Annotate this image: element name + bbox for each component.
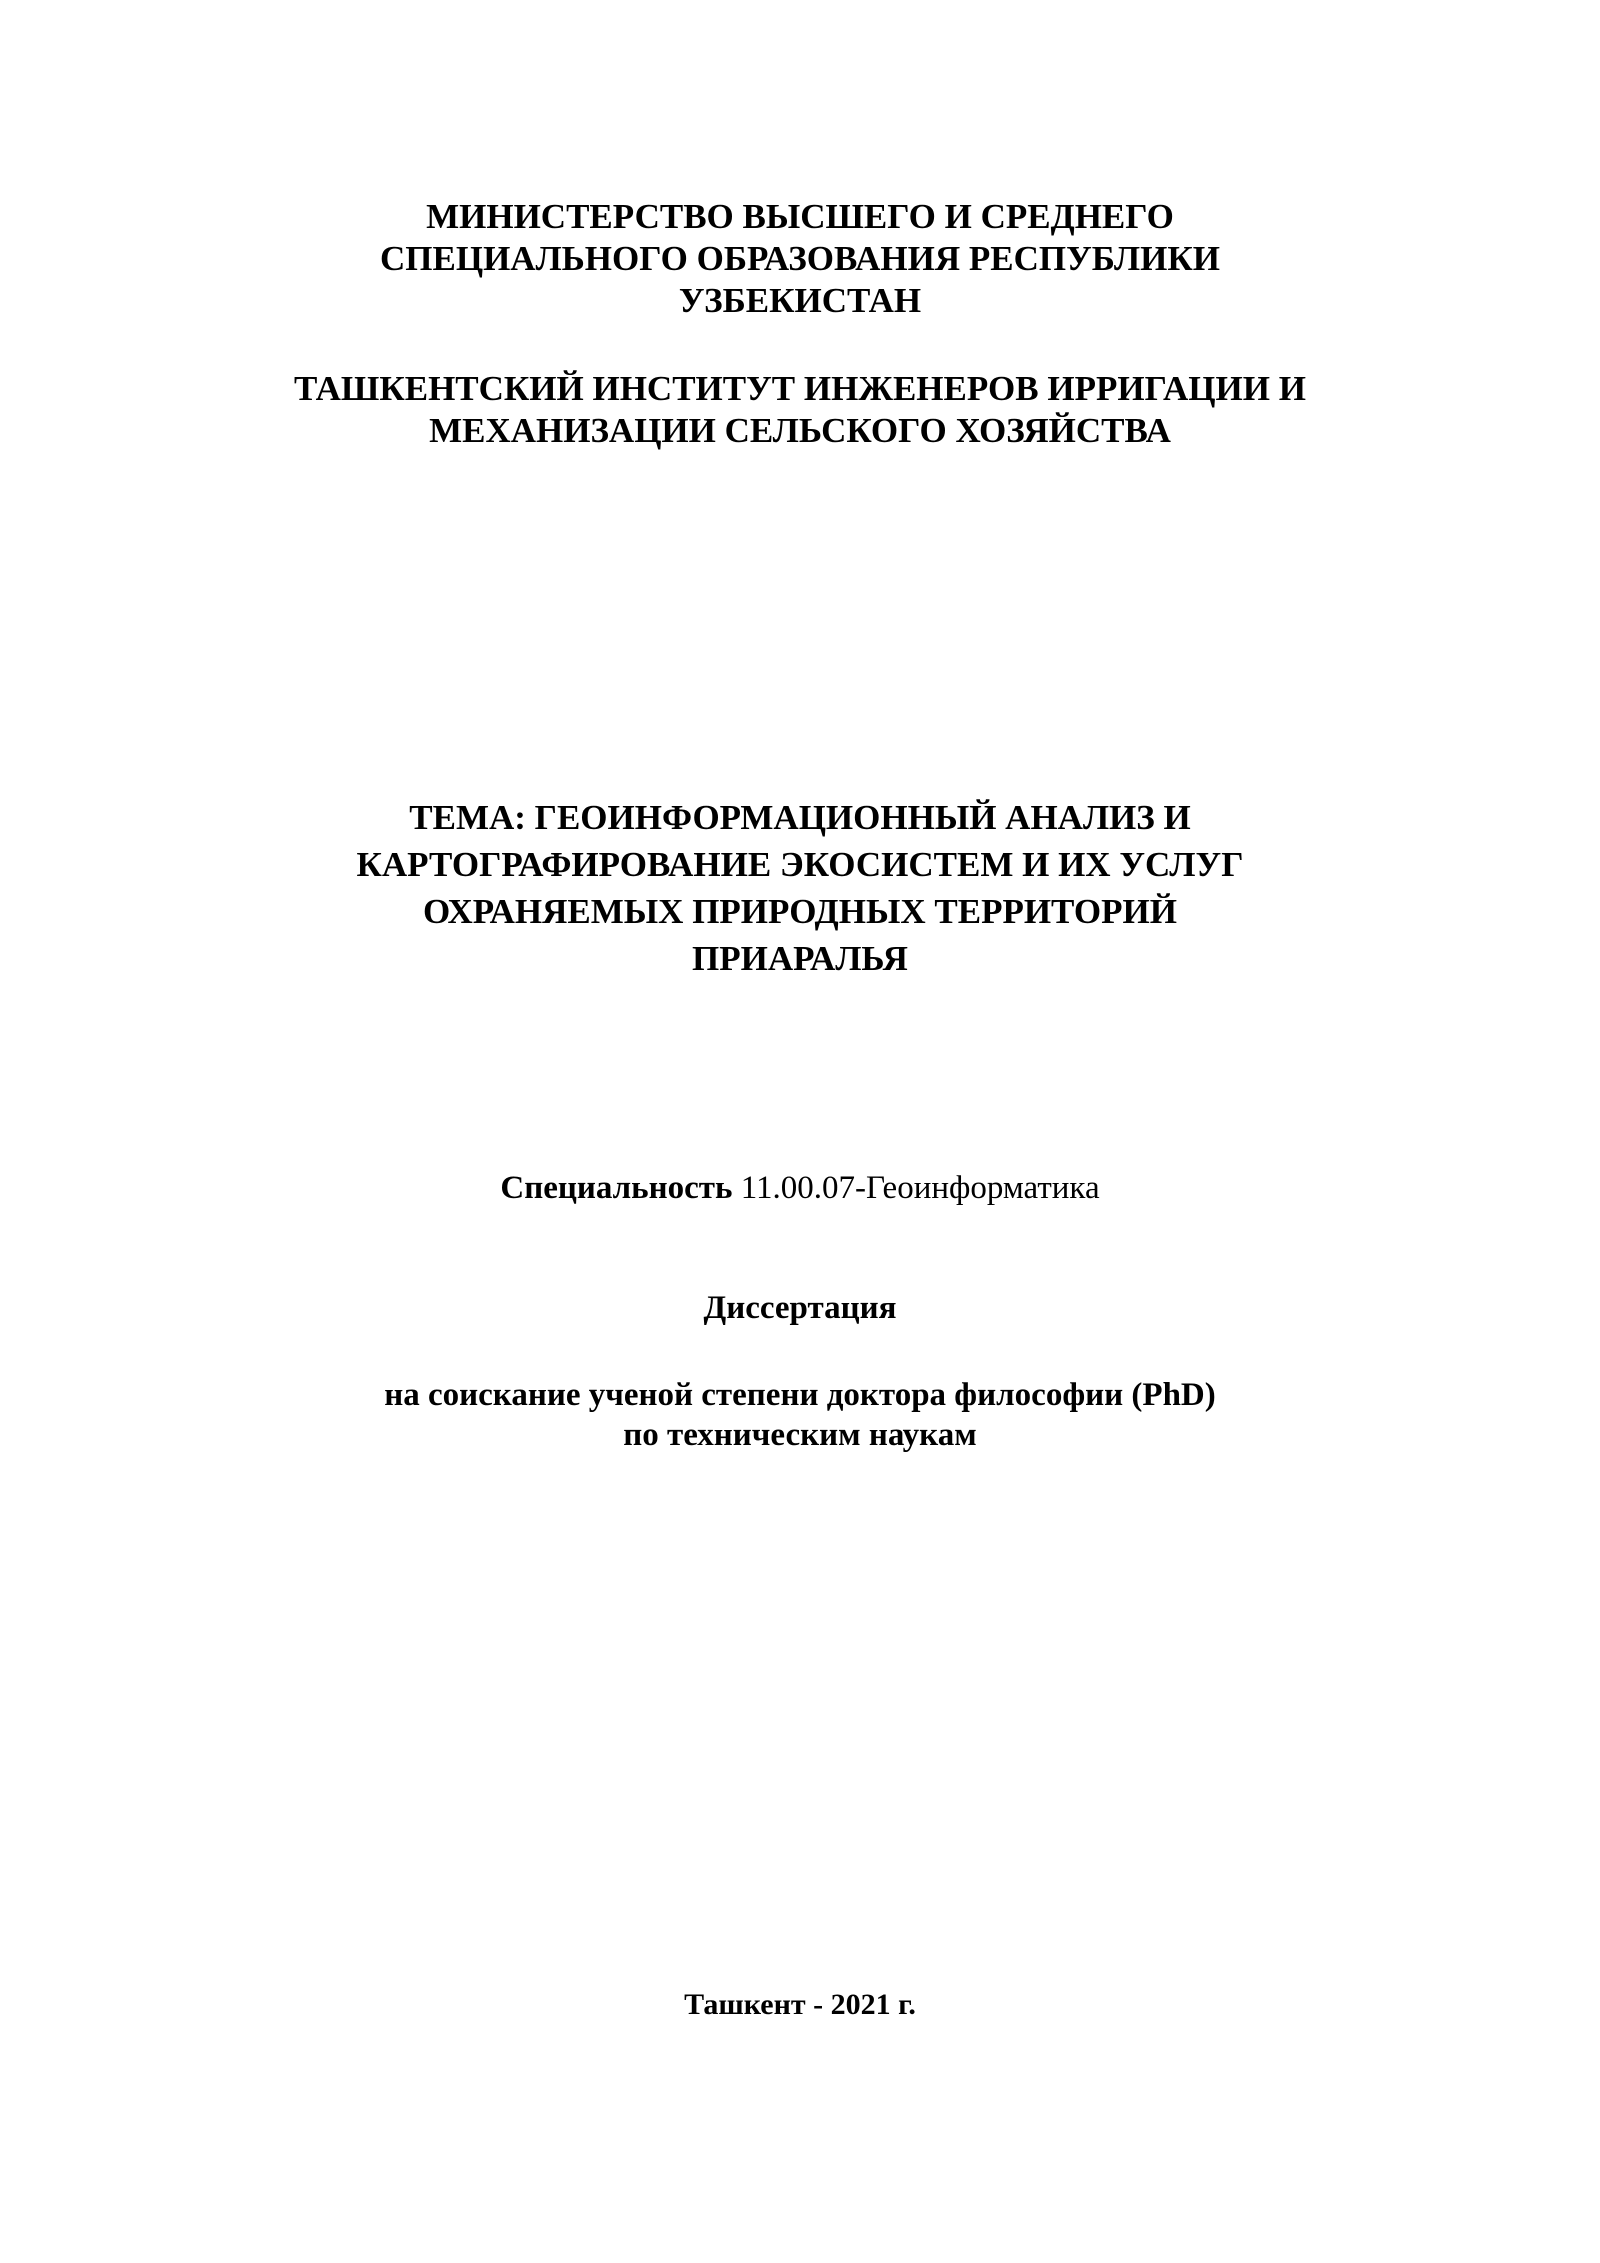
specialty-value: 11.00.07-Геоинформатика: [740, 1170, 1100, 1206]
place-and-year: Ташкент - 2021 г.: [684, 1988, 916, 2021]
topic-line: ТЕМА: ГЕОИНФОРМАЦИОННЫЙ АНАЛИЗ И: [409, 798, 1191, 837]
dissertation-label: Диссертация: [703, 1290, 897, 1326]
degree-statement: [0, 1375, 1600, 1455]
ministry-heading: [0, 196, 1600, 322]
dissertation-topic: [0, 794, 1600, 982]
specialty-line: [0, 1168, 1600, 1208]
degree-line: на соискание ученой степени доктора философии (PhD): [384, 1377, 1216, 1413]
degree-line: по техническим наукам: [623, 1417, 977, 1453]
ministry-line: СПЕЦИАЛЬНОГО ОБРАЗОВАНИЯ РЕСПУБЛИКИ: [380, 239, 1220, 278]
institute-line: ТАШКЕНТСКИЙ ИНСТИТУТ ИНЖЕНЕРОВ ИРРИГАЦИИ И: [294, 369, 1306, 408]
specialty-label: Специальность: [500, 1170, 733, 1206]
topic-line: ОХРАНЯЕМЫХ ПРИРОДНЫХ ТЕРРИТОРИЙ: [422, 892, 1177, 931]
institute-heading: [0, 368, 1600, 452]
institute-line: МЕХАНИЗАЦИИ СЕЛЬСКОГО ХОЗЯЙСТВА: [429, 411, 1171, 450]
topic-line: ПРИАРАЛЬЯ: [692, 939, 908, 978]
topic-line: КАРТОГРАФИРОВАНИЕ ЭКОСИСТЕМ И ИХ УСЛУГ: [356, 845, 1244, 884]
ministry-line: МИНИСТЕРСТВО ВЫСШЕГО И СРЕДНЕГО: [426, 197, 1174, 236]
ministry-line: УЗБЕКИСТАН: [678, 281, 922, 320]
